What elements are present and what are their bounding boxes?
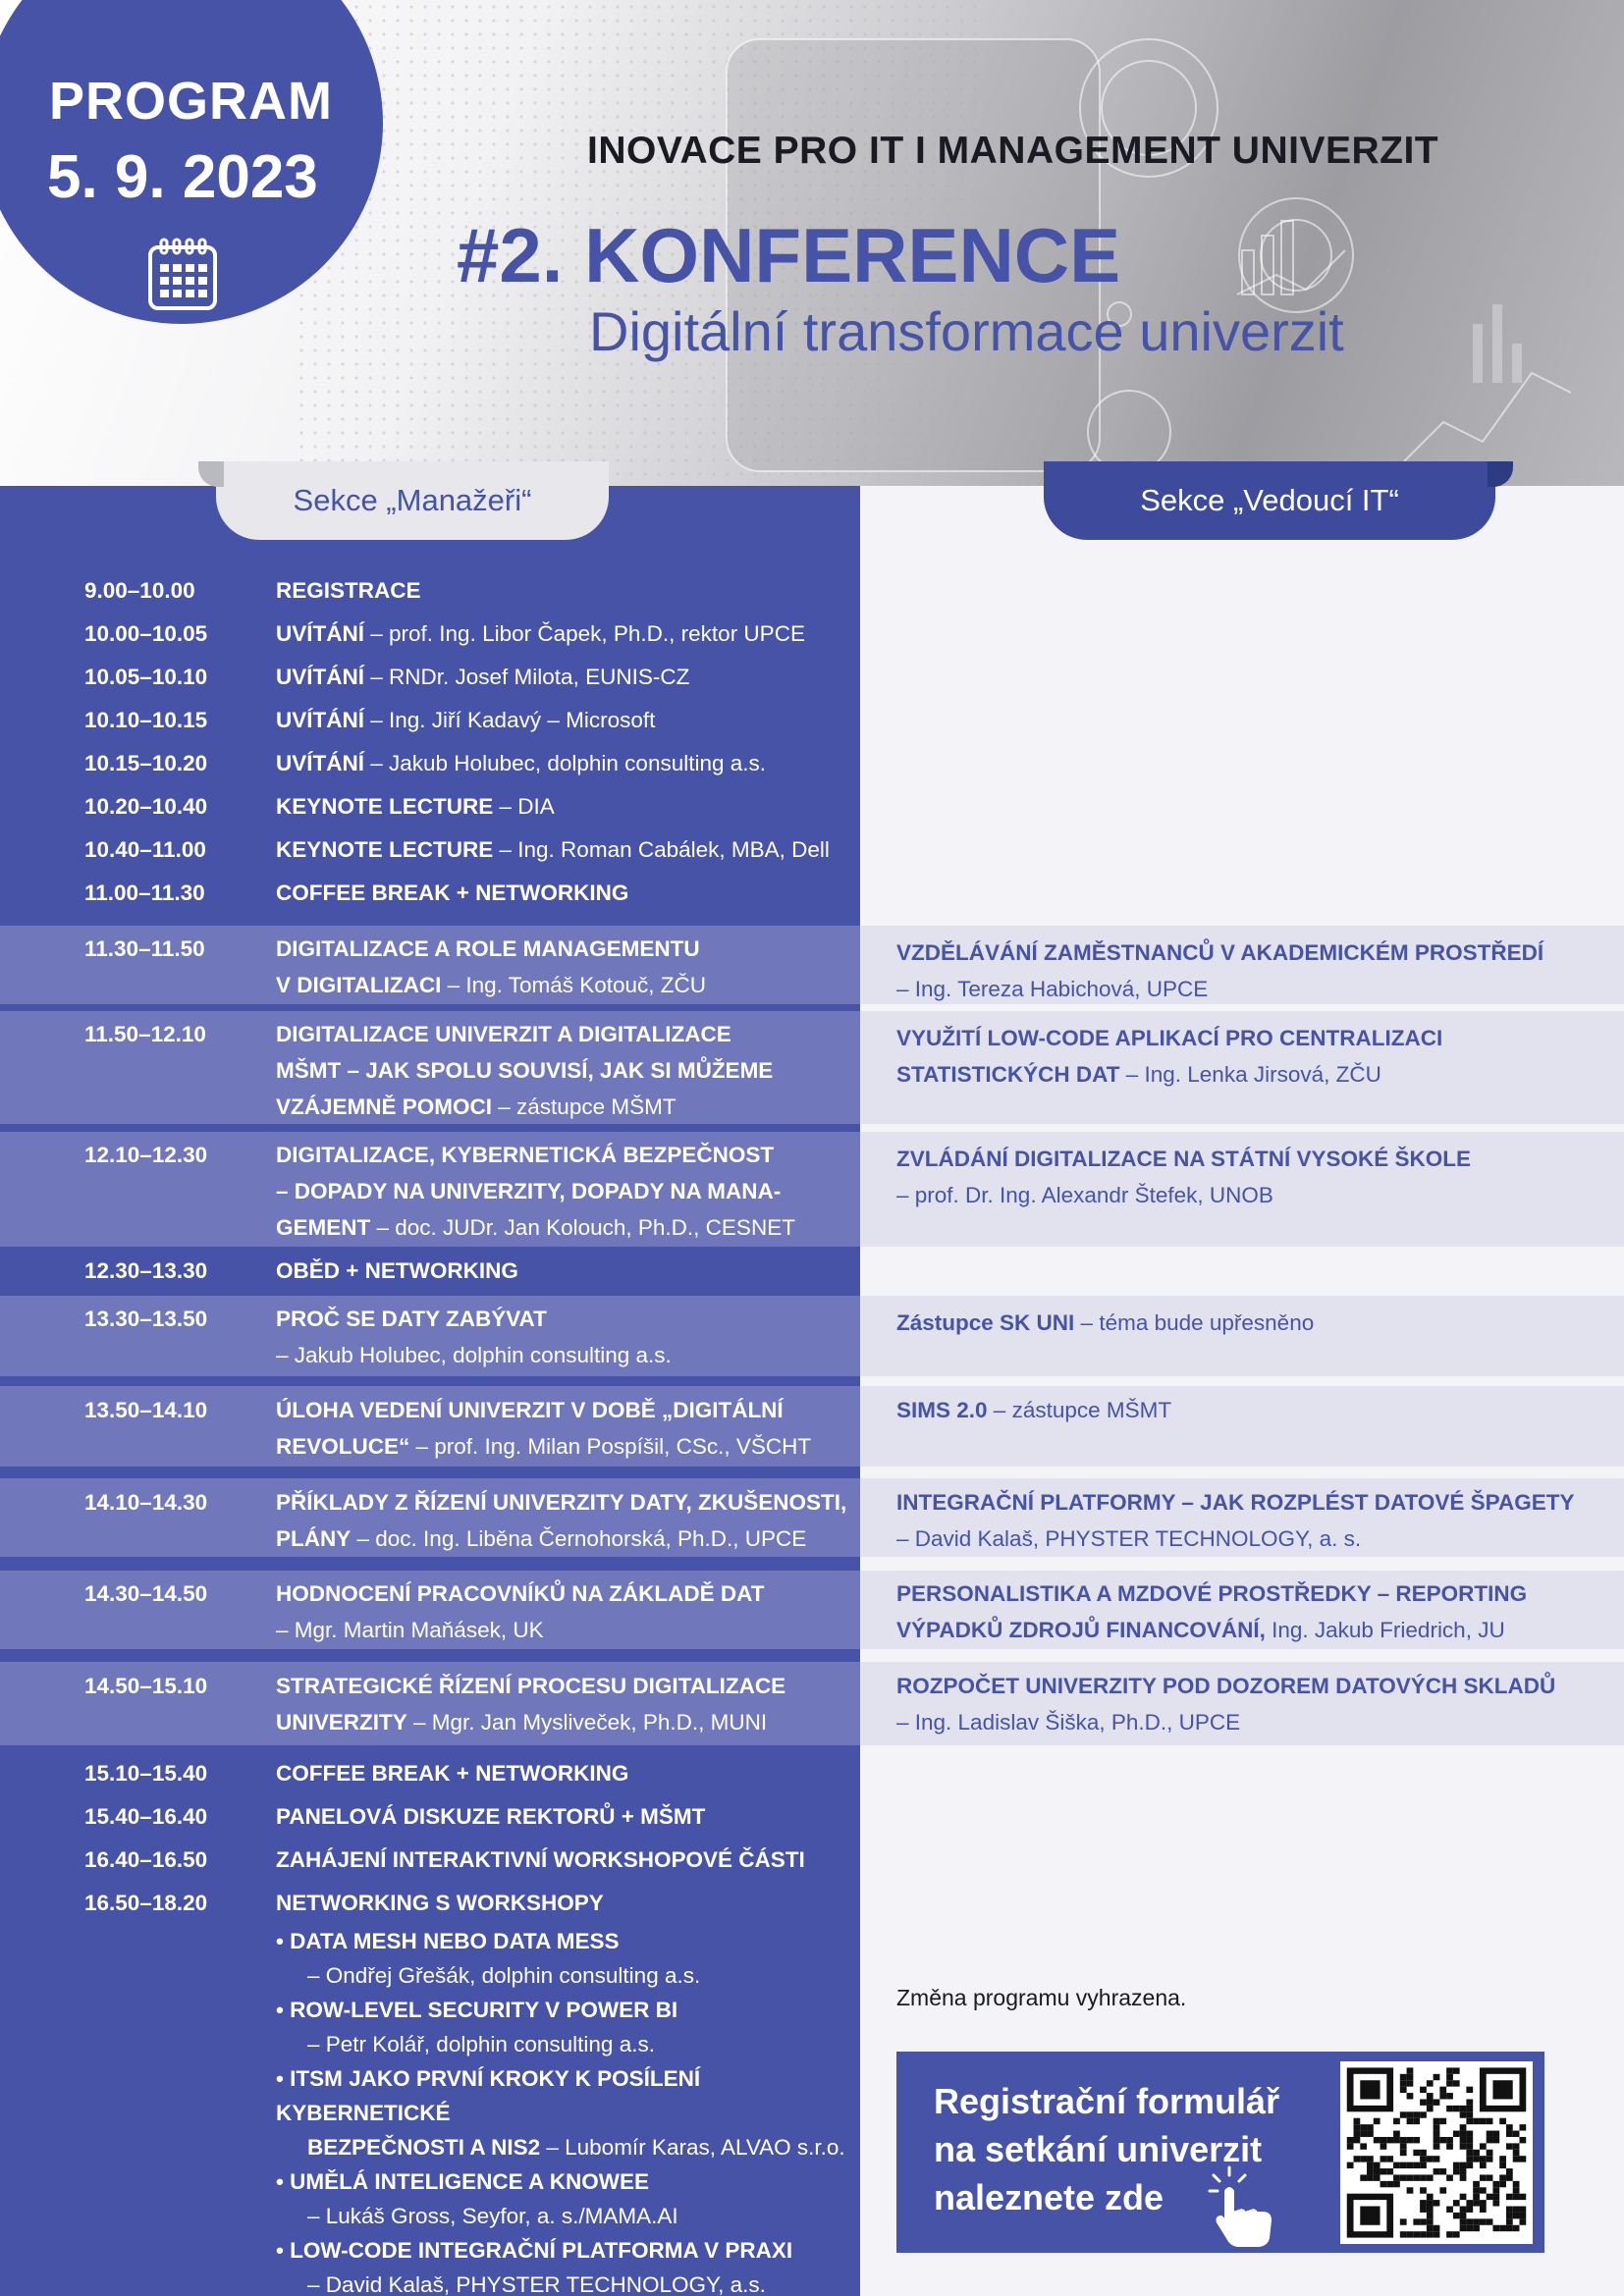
talk-line xyxy=(276,875,850,911)
talk-line xyxy=(896,1056,1618,1093)
time-slot: 11.30–11.50 xyxy=(84,936,205,961)
time-slot: 15.40–16.40 xyxy=(84,1804,208,1829)
workshop-title-cont: BEZPEČNOSTI A NIS2 xyxy=(307,2135,541,2160)
talk-line xyxy=(276,1484,850,1521)
talk-line xyxy=(276,745,850,781)
managers-talk xyxy=(276,831,850,868)
talk-title: PŘÍKLADY Z ŘÍZENÍ UNIVERZITY DATY, ZKUŠENOSTI, xyxy=(276,1490,847,1515)
talk-speaker: – Ing. Tereza Habichová, UPCE xyxy=(896,977,1209,1001)
talk-line xyxy=(276,1798,850,1835)
talk-line xyxy=(276,1301,850,1337)
talk-title: DIGITALIZACE, KYBERNETICKÁ BEZPEČNOST xyxy=(276,1143,775,1167)
talk-title: REVOLUCE“ xyxy=(276,1434,410,1459)
workshop-presenter: – David Kalaš, PHYSTER TECHNOLOGY, a.s. xyxy=(307,2272,766,2296)
talk-title: – DOPADY NA UNIVERZITY, DOPADY NA MANA- xyxy=(276,1179,782,1203)
talk-title: INTEGRAČNÍ PLATFORMY – JAK ROZPLÉST DATOVÉ ŠPAGETY xyxy=(896,1490,1575,1515)
conference-title: #2. KONFERENCE xyxy=(457,212,1121,298)
managers-talk xyxy=(276,1668,850,1740)
managers-talk xyxy=(276,745,850,781)
managers-talk xyxy=(276,1842,850,1878)
talk-title: SIMS 2.0 xyxy=(896,1398,988,1422)
talk-title: MŠMT – JAK SPOLU SOUVISÍ, JAK SI MŮŽEME xyxy=(276,1058,774,1083)
talk-title: KEYNOTE LECTURE xyxy=(276,794,494,819)
managers-talk xyxy=(276,1798,850,1835)
talk-line xyxy=(276,1392,850,1428)
calendar-icon xyxy=(147,238,218,312)
talk-line xyxy=(276,831,850,868)
it-leaders-talk xyxy=(896,1668,1618,1740)
managers-talk xyxy=(276,572,850,609)
talk-line xyxy=(896,1704,1618,1740)
time-slot: 13.30–13.50 xyxy=(84,1307,208,1331)
talk-line xyxy=(276,931,850,967)
talk-title: UNIVERZITY xyxy=(276,1710,407,1735)
talk-line xyxy=(276,1842,850,1878)
time-slot: 14.10–14.30 xyxy=(84,1490,208,1515)
talk-title: UVÍTÁNÍ xyxy=(276,708,364,732)
talk-title: VZDĚLÁVÁNÍ ZAMĚSTNANCŮ V AKADEMICKÉM PROSTŘEDÍ xyxy=(896,940,1544,965)
talk-line xyxy=(276,967,850,1003)
talk-speaker: – Mgr. Martin Maňásek, UK xyxy=(276,1618,544,1642)
managers-talk xyxy=(276,1755,850,1791)
talk-speaker: – prof. Dr. Ing. Alexandr Štefek, UNOB xyxy=(896,1183,1273,1207)
managers-talk xyxy=(276,1016,850,1125)
talk-speaker: – téma bude upřesněno xyxy=(1074,1310,1315,1335)
talk-title: ZVLÁDÁNÍ DIGITALIZACE NA STÁTNÍ VYSOKÉ ŠKOLE xyxy=(896,1147,1472,1171)
talk-line xyxy=(276,1209,850,1246)
it-leaders-talk xyxy=(896,934,1618,1007)
talk-title: V DIGITALIZACI xyxy=(276,973,442,997)
talk-speaker: – Ing. Jiří Kadavý – Microsoft xyxy=(364,708,656,732)
talk-title: ZAHÁJENÍ INTERAKTIVNÍ WORKSHOPOVÉ ČÁSTI xyxy=(276,1847,805,1872)
program-label: PROGRAM xyxy=(49,72,333,131)
talk-title: UVÍTÁNÍ xyxy=(276,621,364,646)
talk-line xyxy=(276,788,850,825)
talk-line xyxy=(896,1612,1618,1648)
talk-title: DIGITALIZACE UNIVERZIT A DIGITALIZACE xyxy=(276,1022,731,1046)
talk-title: COFFEE BREAK + NETWORKING xyxy=(276,881,629,905)
talk-line xyxy=(276,1704,850,1740)
talk-speaker: – prof. Ing. Milan Pospíšil, CSc., VŠCHT xyxy=(409,1434,812,1459)
talk-line xyxy=(276,659,850,695)
managers-talk xyxy=(276,1301,850,1373)
talk-line xyxy=(896,1484,1618,1521)
talk-line xyxy=(276,1016,850,1052)
talk-line xyxy=(276,1668,850,1704)
time-slot: 16.50–18.20 xyxy=(84,1891,208,1915)
talk-line xyxy=(276,1089,850,1125)
time-slot: 10.20–10.40 xyxy=(84,794,208,819)
talk-title: ROZPOČET UNIVERZITY POD DOZOREM DATOVÝCH SKLADŮ xyxy=(896,1674,1556,1698)
talk-line xyxy=(276,702,850,738)
talk-title: OBĚD + NETWORKING xyxy=(276,1258,518,1283)
talk-line xyxy=(896,1521,1618,1557)
managers-talk xyxy=(276,659,850,695)
it-leaders-talk xyxy=(896,1141,1618,1213)
talk-title: STATISTICKÝCH DAT xyxy=(896,1062,1120,1087)
workshop-item xyxy=(276,1924,855,1993)
managers-talk xyxy=(276,1253,850,1289)
workshop-presenter: – Ondřej Gřešák, dolphin consulting a.s. xyxy=(307,1963,701,1988)
talk-title: COFFEE BREAK + NETWORKING xyxy=(276,1761,629,1786)
time-slot: 13.50–14.10 xyxy=(84,1398,208,1422)
workshop-item xyxy=(276,2164,855,2233)
talk-speaker: – Jakub Holubec, dolphin consulting a.s. xyxy=(276,1343,672,1367)
time-slot: 12.30–13.30 xyxy=(84,1258,208,1283)
talk-speaker: – DIA xyxy=(493,794,555,819)
workshop-title: • ITSM JAKO PRVNÍ KROKY K POSÍLENÍ KYBERNETICKÉ xyxy=(276,2066,701,2125)
workshop-item xyxy=(276,1993,855,2061)
talk-line xyxy=(276,1612,850,1648)
header-banner xyxy=(0,0,1624,486)
section-tab-managers-label: Sekce „Manažeři“ xyxy=(293,483,532,517)
event-date: 5. 9. 2023 xyxy=(47,143,318,211)
talk-title: VYUŽITÍ LOW-CODE APLIKACÍ PRO CENTRALIZACI xyxy=(896,1026,1443,1050)
talk-line xyxy=(896,1668,1618,1704)
talk-speaker: – RNDr. Josef Milota, EUNIS-CZ xyxy=(364,665,690,689)
talk-line xyxy=(896,1392,1618,1428)
qr-code[interactable] xyxy=(1340,2061,1533,2244)
managers-talk xyxy=(276,875,850,911)
time-slot: 16.40–16.50 xyxy=(84,1847,208,1872)
talk-line xyxy=(896,1020,1618,1056)
workshop-presenter: – Petr Kolář, dolphin consulting a.s. xyxy=(307,2032,655,2056)
talk-speaker: Ing. Jakub Friedrich, JU xyxy=(1265,1618,1505,1642)
time-slot: 9.00–10.00 xyxy=(84,578,195,603)
time-slot: 11.00–11.30 xyxy=(84,881,205,905)
time-slot: 10.40–11.00 xyxy=(84,837,206,862)
talk-title: KEYNOTE LECTURE xyxy=(276,837,494,862)
it-leaders-talk xyxy=(896,1392,1618,1428)
it-leaders-talk xyxy=(896,1484,1618,1557)
talk-title: NETWORKING S WORKSHOPY xyxy=(276,1891,604,1915)
registration-line-1: Registrační formulář xyxy=(934,2081,1280,2121)
managers-talk xyxy=(276,1575,850,1648)
workshop-presenter: – Lubomír Karas, ALVAO s.r.o. xyxy=(540,2135,845,2160)
workshop-title: • LOW-CODE INTEGRAČNÍ PLATFORMA V PRAXI xyxy=(276,2238,793,2263)
talk-line xyxy=(276,1052,850,1089)
conference-subtitle: INOVACE PRO IT I MANAGEMENT UNIVERZIT xyxy=(587,130,1439,172)
managers-talk xyxy=(276,931,850,1003)
talk-line xyxy=(276,615,850,652)
conference-theme: Digitální transformace univerzit xyxy=(589,300,1344,362)
talk-line xyxy=(276,1337,850,1373)
talk-title: HODNOCENÍ PRACOVNÍKŮ NA ZÁKLADĚ DAT xyxy=(276,1581,765,1606)
section-tab-it-leaders xyxy=(1044,461,1495,540)
talk-speaker: – prof. Ing. Libor Čapek, Ph.D., rektor UPCE xyxy=(364,621,805,646)
managers-talk xyxy=(276,1137,850,1246)
managers-talk xyxy=(276,1885,850,1921)
talk-title: UVÍTÁNÍ xyxy=(276,665,364,689)
talk-line xyxy=(276,1428,850,1465)
time-slot: 10.10–10.15 xyxy=(84,708,208,732)
talk-title: REGISTRACE xyxy=(276,578,421,603)
talk-title: DIGITALIZACE A ROLE MANAGEMENTU xyxy=(276,936,700,961)
time-slot: 14.50–15.10 xyxy=(84,1674,208,1698)
talk-speaker: – Ing. Ladislav Šiška, Ph.D., UPCE xyxy=(896,1710,1241,1735)
talk-line xyxy=(276,1575,850,1612)
workshop-item xyxy=(276,2233,855,2296)
workshop-title: • ROW-LEVEL SECURITY V POWER BI xyxy=(276,1998,678,2022)
section-tab-it-leaders-label: Sekce „Vedoucí IT“ xyxy=(1140,483,1399,517)
talk-speaker: – Mgr. Jan Mysliveček, Ph.D., MUNI xyxy=(406,1710,768,1735)
talk-line xyxy=(896,934,1618,971)
section-tab-managers xyxy=(216,461,609,540)
talk-line xyxy=(276,1755,850,1791)
time-slot: 10.00–10.05 xyxy=(84,621,208,646)
talk-speaker: – doc. Ing. Liběna Černohorská, Ph.D., UPCE xyxy=(351,1526,807,1551)
time-slot: 11.50–12.10 xyxy=(84,1022,206,1046)
talk-line xyxy=(896,1575,1618,1612)
talk-speaker: – zástupce MŠMT xyxy=(492,1095,677,1119)
talk-speaker: – zástupce MŠMT xyxy=(987,1398,1172,1422)
workshop-presenter: – Lukáš Gross, Seyfor, a. s./MAMA.AI xyxy=(307,2204,678,2228)
managers-talk xyxy=(276,1484,850,1557)
talk-line xyxy=(896,1141,1618,1177)
workshop-presenter-line xyxy=(276,2130,855,2164)
registration-line-3[interactable]: naleznete zde xyxy=(934,2177,1164,2217)
managers-talk xyxy=(276,615,850,652)
talk-title: GEMENT xyxy=(276,1215,371,1240)
talk-title: PANELOVÁ DISKUZE REKTORŮ + MŠMT xyxy=(276,1804,706,1829)
talk-speaker: – Ing. Tomáš Kotouč, ZČU xyxy=(441,973,707,997)
talk-title: VZÁJEMNĚ POMOCI xyxy=(276,1095,493,1119)
program-change-note: Změna programu vyhrazena. xyxy=(896,1985,1187,2010)
talk-title: PLÁNY xyxy=(276,1526,352,1551)
talk-title: PROČ SE DATY ZABÝVAT xyxy=(276,1307,547,1331)
talk-speaker: – Ing. Roman Cabálek, MBA, Dell xyxy=(493,837,830,862)
talk-line xyxy=(896,1177,1618,1213)
talk-line xyxy=(896,1305,1618,1341)
it-leaders-talk xyxy=(896,1575,1618,1648)
talk-line xyxy=(276,1521,850,1557)
talk-title: Zástupce SK UNI xyxy=(896,1310,1075,1335)
talk-line xyxy=(896,971,1618,1007)
time-slot: 15.10–15.40 xyxy=(84,1761,208,1786)
time-slot: 10.05–10.10 xyxy=(84,665,208,689)
talk-title: ÚLOHA VEDENÍ UNIVERZIT V DOBĚ „DIGITÁLNÍ xyxy=(276,1398,784,1422)
registration-box[interactable] xyxy=(896,2052,1544,2253)
workshop-title: • UMĚLÁ INTELIGENCE A KNOWEE xyxy=(276,2169,649,2194)
workshop-item xyxy=(276,2061,855,2164)
talk-title: UVÍTÁNÍ xyxy=(276,751,364,775)
talk-line xyxy=(276,1253,850,1289)
talk-title: VÝPADKŮ ZDROJŮ FINANCOVÁNÍ, xyxy=(896,1618,1266,1642)
time-slot: 14.30–14.50 xyxy=(84,1581,208,1606)
workshop-title: • DATA MESH NEBO DATA MESS xyxy=(276,1929,620,1953)
talk-line xyxy=(276,1885,850,1921)
workshop-list xyxy=(276,1924,855,2296)
talk-speaker: – Jakub Holubec, dolphin consulting a.s. xyxy=(364,751,767,775)
talk-title: PERSONALISTIKA A MZDOVÉ PROSTŘEDKY – REPORTING xyxy=(896,1581,1528,1606)
it-leaders-talk xyxy=(896,1020,1618,1093)
talk-speaker: – Ing. Lenka Jirsová, ZČU xyxy=(1119,1062,1381,1087)
time-slot: 12.10–12.30 xyxy=(84,1143,208,1167)
time-slot: 10.15–10.20 xyxy=(84,751,208,775)
talk-speaker: – David Kalaš, PHYSTER TECHNOLOGY, a. s. xyxy=(896,1526,1362,1551)
managers-talk xyxy=(276,1392,850,1465)
it-leaders-talk xyxy=(896,1305,1618,1341)
hand-pointer-icon xyxy=(1206,2162,1284,2250)
talk-line xyxy=(276,1137,850,1173)
talk-title: STRATEGICKÉ ŘÍZENÍ PROCESU DIGITALIZACE xyxy=(276,1674,786,1698)
registration-line-2: na setkání univerzit xyxy=(934,2129,1263,2169)
talk-line xyxy=(276,572,850,609)
talk-speaker: – doc. JUDr. Jan Kolouch, Ph.D., CESNET xyxy=(370,1215,795,1240)
managers-talk xyxy=(276,702,850,738)
talk-line xyxy=(276,1173,850,1209)
managers-talk xyxy=(276,788,850,825)
